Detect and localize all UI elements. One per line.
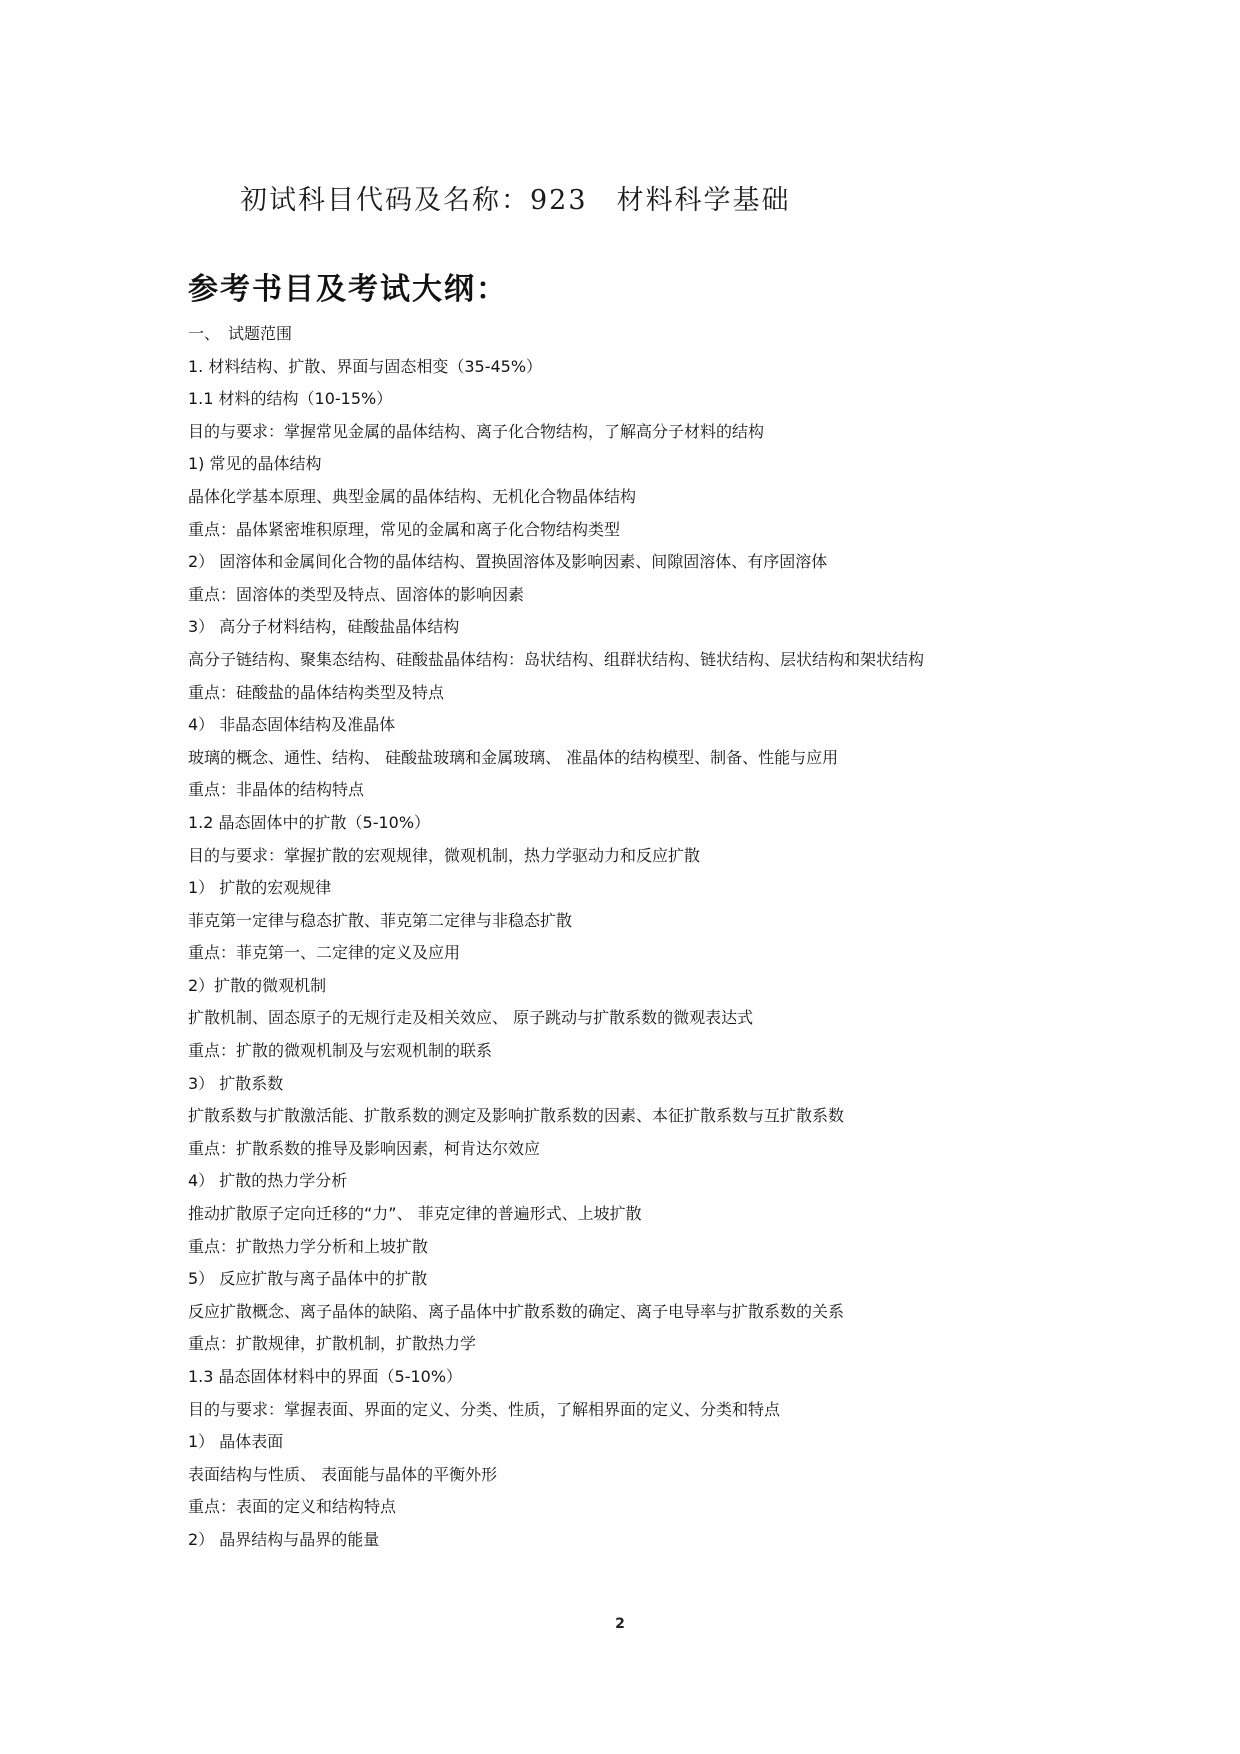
outline-line: 重点：硅酸盐的晶体结构类型及特点 [188,682,445,702]
outline-line: 3） 扩散系数 [188,1073,284,1093]
outline-line: 晶体化学基本原理、典型金属的晶体结构、无机化合物晶体结构 [188,486,637,506]
outline-line: 重点：扩散的微观机制及与宏观机制的联系 [188,1041,493,1061]
outline-line: 2）扩散的微观机制 [188,975,327,995]
section-heading: 参考书目及考试大纲： [188,272,508,307]
page-number: 2 [615,1616,625,1632]
outline-line: 反应扩散概念、离子晶体的缺陷、离子晶体中扩散系数的确定、离子电导率与扩散系数的关系 [188,1301,845,1321]
outline-line: 4） 扩散的热力学分析 [188,1171,348,1191]
outline-line: 1.1 材料的结构（10-15%） [188,389,393,409]
outline-line: 重点：扩散热力学分析和上坡扩散 [188,1236,429,1256]
outline-line: 4） 非晶态固体结构及准晶体 [188,715,396,735]
outline-line: 重点：表面的定义和结构特点 [188,1497,397,1517]
outline-line: 一、 试题范围 [188,324,293,343]
outline-line: 3） 高分子材料结构，硅酸盐晶体结构 [188,617,460,637]
outline-line: 表面结构与性质、 表面能与晶体的平衡外形 [188,1464,498,1484]
outline-line: 目的与要求：掌握表面、界面的定义、分类、性质，了解相界面的定义、分类和特点 [188,1399,781,1419]
outline-line: 重点：晶体紧密堆积原理，常见的金属和离子化合物结构类型 [188,519,621,539]
outline-line: 1.3 晶态固体材料中的界面（5-10%） [188,1367,463,1386]
outline-line: 目的与要求：掌握扩散的宏观规律，微观机制，热力学驱动力和反应扩散 [188,845,701,865]
outline-line: 菲克第一定律与稳态扩散、菲克第二定律与非稳态扩散 [188,910,573,930]
outline-line: 重点：非晶体的结构特点 [188,780,365,800]
outline-line: 高分子链结构、聚集态结构、硅酸盐晶体结构：岛状结构、组群状结构、链状结构、层状结构和架状结构 [188,649,925,669]
outline-line: 扩散机制、固态原子的无规行走及相关效应、 原子跳动与扩散系数的微观表达式 [188,1008,754,1028]
outline-line: 2） 固溶体和金属间化合物的晶体结构、置换固溶体及影响因素、间隙固溶体、有序固溶体 [188,552,828,572]
outline-line: 1） 晶体表面 [188,1432,284,1452]
outline-line: 1) 常见的晶体结构 [188,454,322,474]
outline-line: 扩散系数与扩散激活能、扩散系数的测定及影响扩散系数的因素、本征扩散系数与互扩散系数 [188,1106,845,1126]
outline-line: 目的与要求：掌握常见金属的晶体结构、离子化合物结构，了解高分子材料的结构 [188,421,765,441]
outline-line: 重点：菲克第一、二定律的定义及应用 [188,943,461,963]
outline-line: 1. 材料结构、扩散、界面与固态相变（35-45%） [188,356,543,376]
outline-line: 重点：扩散系数的推导及影响因素，柯肯达尔效应 [188,1138,541,1158]
syllabus-outline [188,318,1068,1557]
outline-line: 5） 反应扩散与离子晶体中的扩散 [188,1269,428,1289]
exam-title: 初试科目代码及名称：923 材料科学基础 [240,185,791,216]
outline-line: 1） 扩散的宏观规律 [188,878,332,898]
outline-line: 重点：固溶体的类型及特点、固溶体的影响因素 [188,584,525,604]
outline-line: 玻璃的概念、通性、结构、 硅酸盐玻璃和金属玻璃、 准晶体的结构模型、制备、性能与应用 [188,747,839,767]
outline-line: 重点：扩散规律，扩散机制，扩散热力学 [188,1334,477,1354]
outline-line: 2） 晶界结构与晶界的能量 [188,1529,380,1549]
outline-line: 1.2 晶态固体中的扩散（5-10%） [188,812,431,832]
outline-line: 推动扩散原子定向迁移的“力”、 菲克定律的普遍形式、上坡扩散 [188,1204,642,1224]
